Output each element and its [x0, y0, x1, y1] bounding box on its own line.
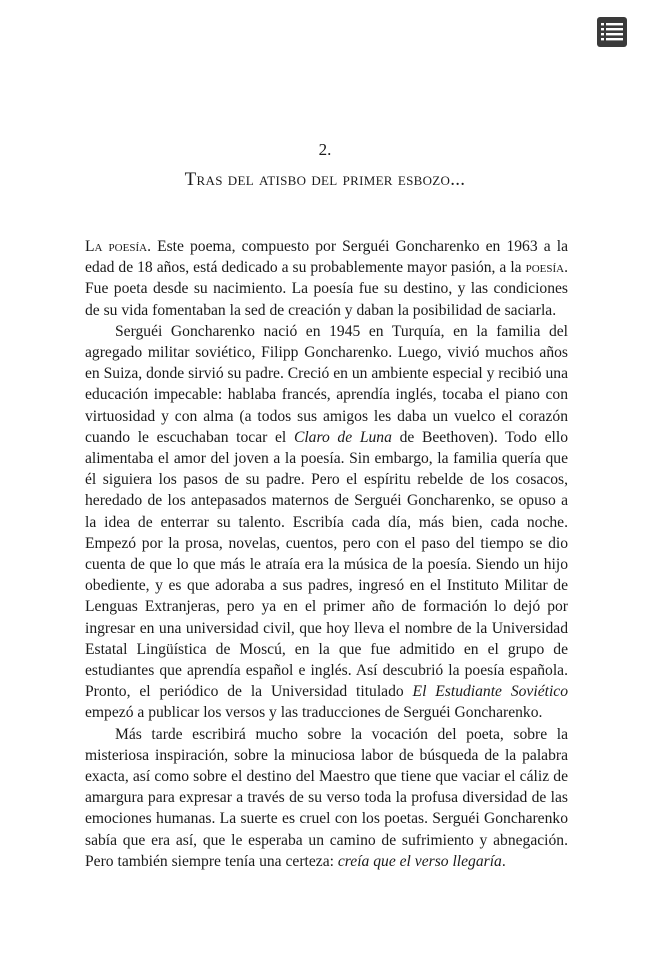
chapter-number: 2.: [318, 140, 332, 159]
text-segment: empezó a publicar los versos y las traducciones de Serguéi Goncharenko.: [85, 704, 543, 722]
italic-title: Claro de Luna: [293, 428, 392, 446]
paragraph: [85, 321, 568, 724]
menu-button[interactable]: [597, 17, 627, 47]
small-caps-term: poesía: [525, 259, 565, 277]
lead-small-caps: La poesía: [85, 238, 148, 255]
paragraph: [85, 236, 568, 321]
italic-title: El Estudiante Soviético: [412, 683, 568, 701]
list-menu-icon: [601, 22, 623, 42]
text-segment: Serguéi Goncharenko nació en 1945 en Turquía, en la familia del agregado militar soviético, Filipp Goncharenko. Luego, vivió muchos años en Suiza, donde sirvió su padre. Creció en un ambiente especial y recibió una educación impecable: hablaba francés, aprendía inglés, tocaba el piano con virtuosidad y con alma (a todos sus amigos les daba un vuelco el corazón cuando le escuchaban tocar el: [85, 322, 568, 446]
italic-phrase: creía que el verso llegaría: [337, 852, 502, 870]
chapter-heading: [0, 138, 650, 194]
paragraph: [85, 724, 568, 872]
text-segment: . Fue poeta desde su nacimiento. La poesía fue su destino, y las condiciones de su vida fomentaban la sed de creación y daban la posibilidad de saciarla.: [85, 259, 568, 319]
text-segment: .: [501, 852, 506, 870]
text-segment: de Beethoven). Todo ello alimentaba el amor del joven a la poesía. Sin embargo, la familia quería que él siguiera los pasos de su padre. Pero el espíritu rebelde de los cosacos, heredado de los antepasados maternos de Serguéi Goncharenko, se opuso a la idea de enterrar su talento. Escribía cada día, más bien, cada noche. Empezó por la prosa, novelas, cuentos, pero con el paso del tiempo se dio cuenta de que lo que más le atraía era la música de la poesía. Siendo un hijo obediente, y es que adoraba a sus padres, ingresó en el Instituto Militar de Lenguas Extranjeras, pero ya en el primer año de formación lo dejó por ingresar en una universidad civil, que hoy lleva el nombre de la Universidad Estatal Lingüística de Moscú, en la que fue admitido en el grupo de estudiantes que aprendía español e inglés. Así descubrió la poesía española. Pronto, el periódico de la Universidad titulado: [85, 428, 569, 701]
text-segment: . Este poema, compuesto por Serguéi Goncharenko en 1963 a la edad de 18 años, está dedicado a su probablemente mayor pasión, a la: [85, 238, 568, 277]
chapter-text: [85, 236, 568, 872]
chapter-title: Tras del atisbo del primer esbozo...: [184, 169, 466, 190]
text-segment: Más tarde escribirá mucho sobre la vocación del poeta, sobre la misteriosa inspiración, sobre la minuciosa labor de búsqueda de la palabra exacta, así como sobre el destino del Maestro que tiene que vaciar el cáliz de amargura para expresar a través de su verso toda la profusa diversidad de las emociones humanas. La suerte es cruel con los poetas. Serguéi Goncharenko sabía que era así, que le esperaba un camino de sufrimiento y abnegación. Pero también siempre tenía una certeza:: [85, 725, 568, 870]
